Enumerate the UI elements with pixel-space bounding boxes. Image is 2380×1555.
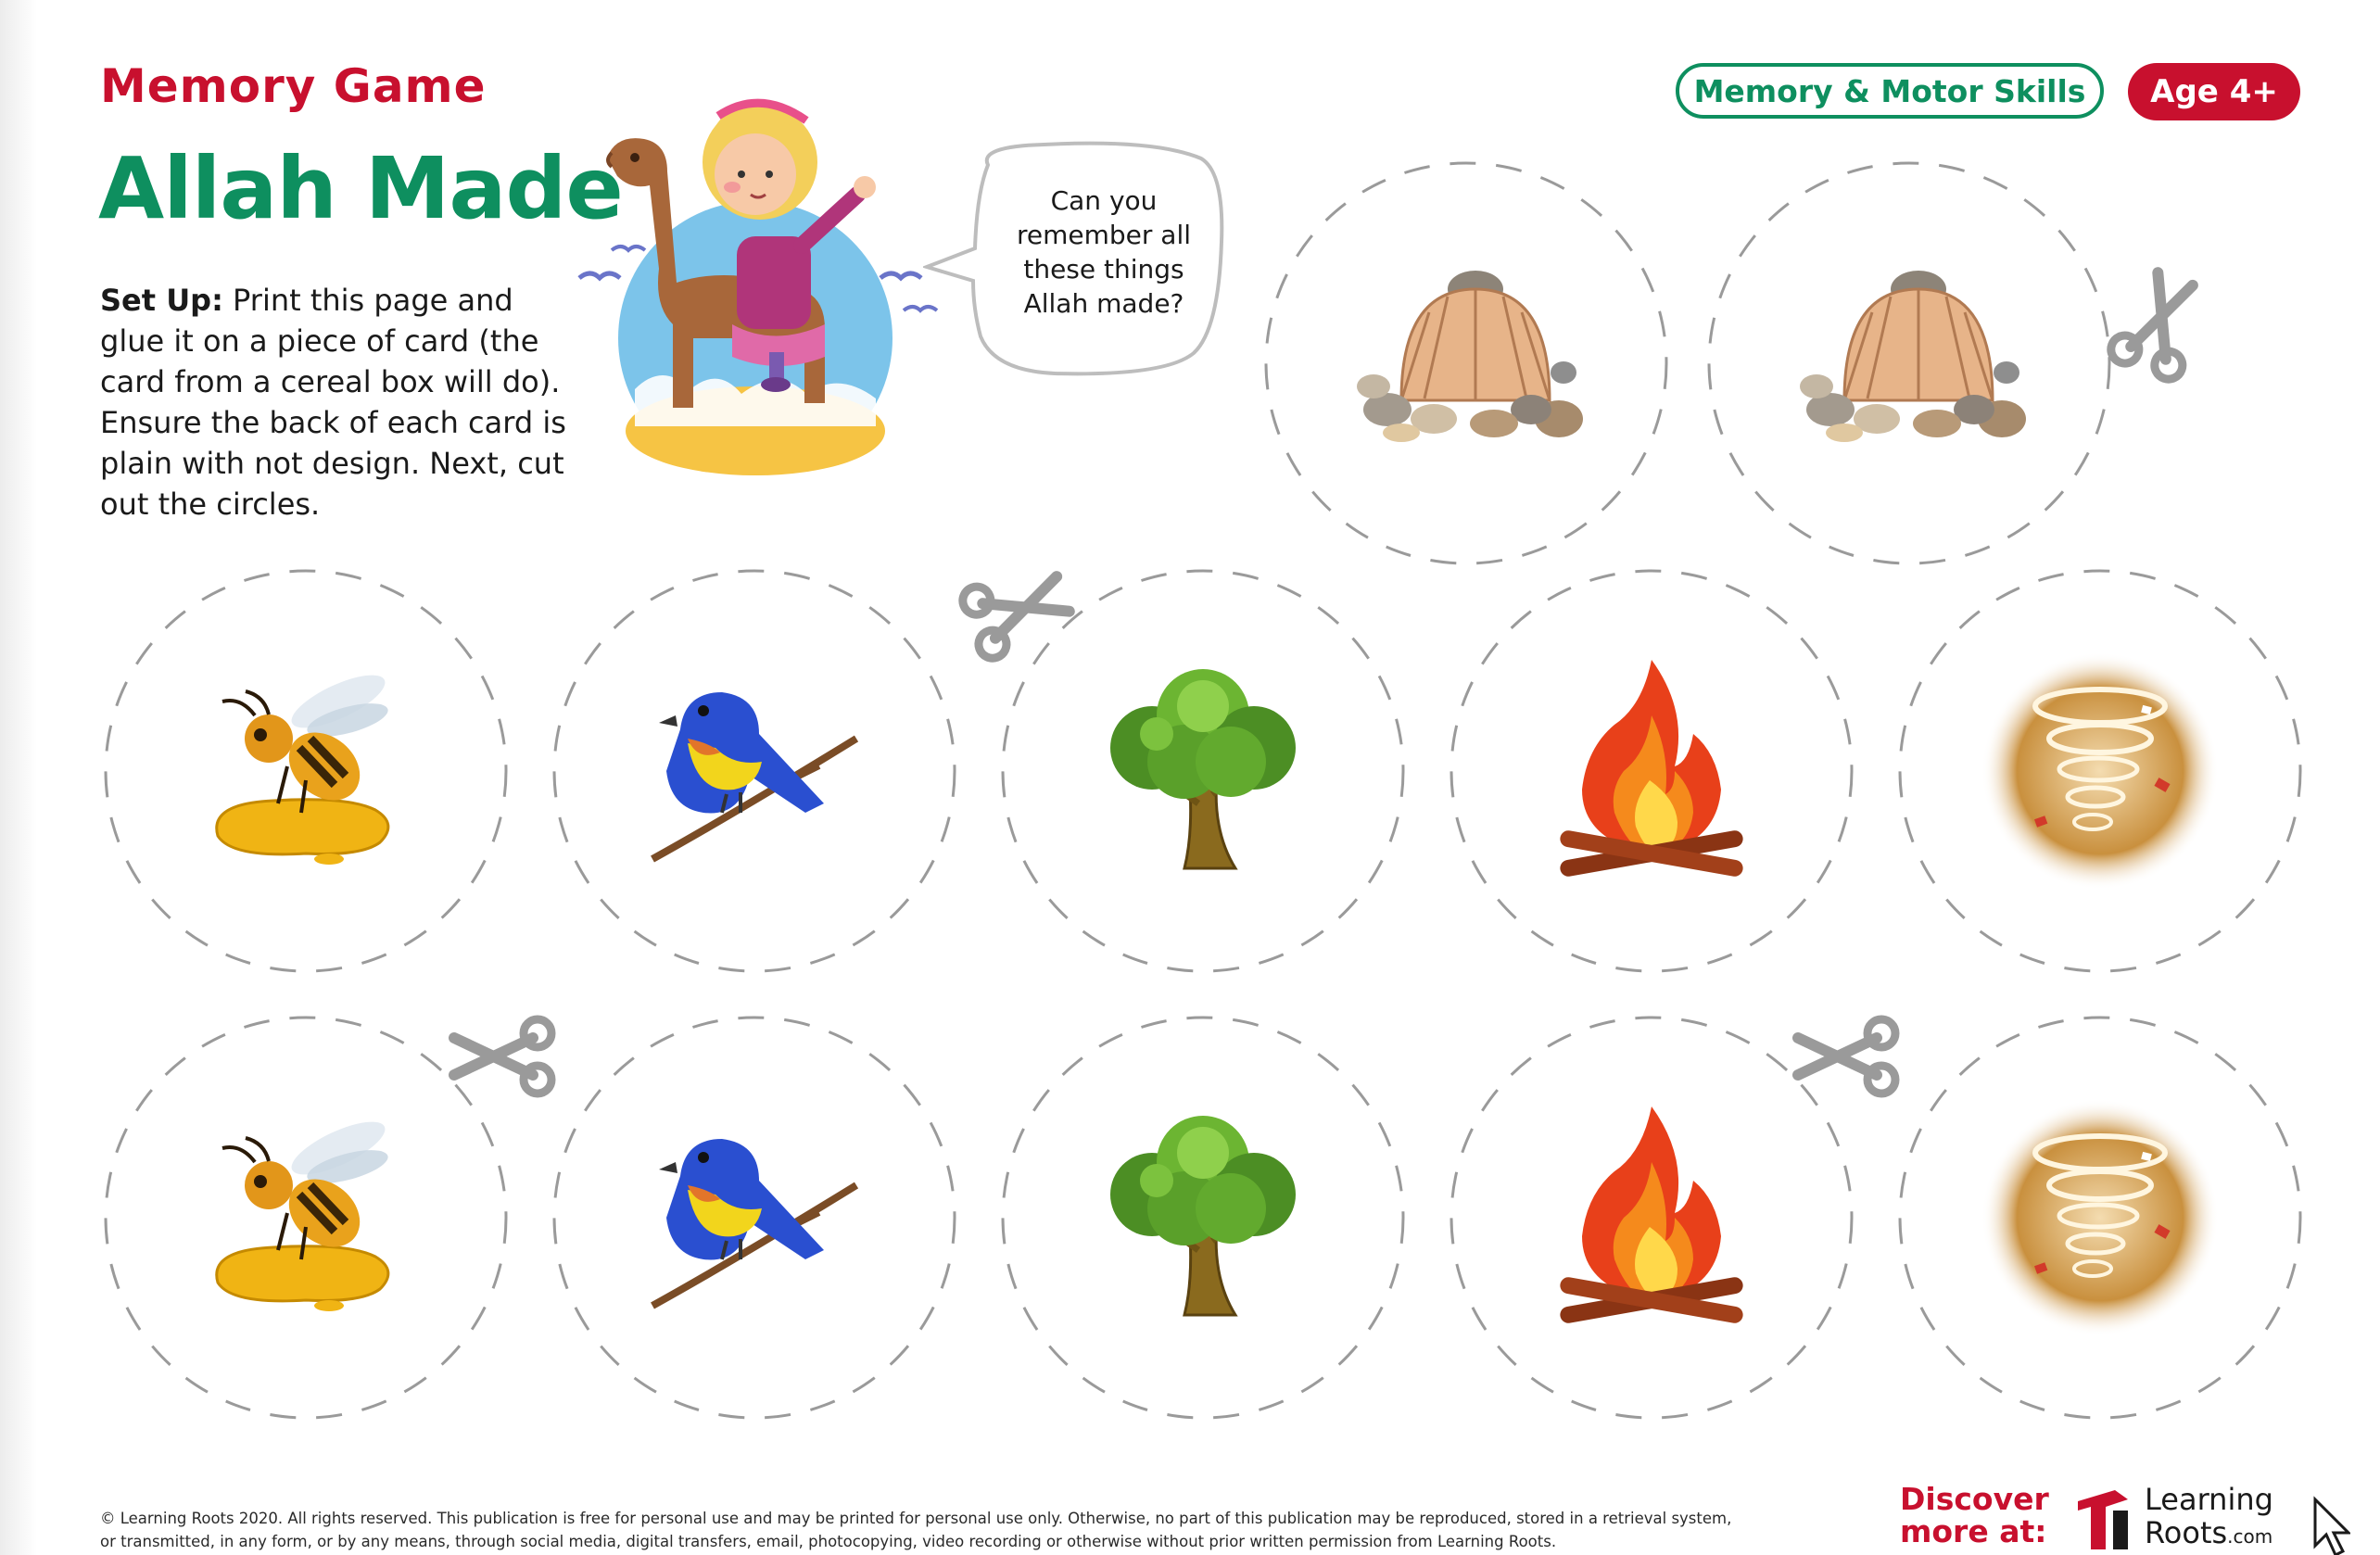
campfire-icon xyxy=(1550,651,1753,891)
speech-bubble-text xyxy=(982,183,1225,321)
seashells-icon xyxy=(1789,261,2030,465)
age-tag: Age 4+ xyxy=(2128,63,2300,120)
campfire-icon xyxy=(1550,1097,1753,1338)
page-edge-shadow xyxy=(0,0,37,1555)
setup-text: Print this page and glue it on a piece of card (the card from a cereal box will do). Ensure the back of each card is plain with not design. Next, cut out the circles. xyxy=(100,283,566,522)
memory-card xyxy=(1262,159,1670,567)
logo-line: Learning xyxy=(2145,1482,2273,1517)
speech-line: Can you xyxy=(1050,185,1158,216)
scissors-icon xyxy=(2096,255,2222,391)
speech-line: these things xyxy=(1023,254,1184,284)
memory-card xyxy=(102,567,510,975)
copyright-line: © Learning Roots 2020. All rights reserved. This publication is free for personal use and may be printed for personal use only. Otherwise, no part of this publication may be reproduced, stored in a retrieval system, xyxy=(100,1510,1732,1527)
logo-roots: Roots xyxy=(2145,1515,2228,1550)
scissors-icon xyxy=(1789,1010,1900,1103)
seashells-icon xyxy=(1346,261,1587,465)
memory-card xyxy=(999,1014,1407,1422)
memory-card xyxy=(551,1014,958,1422)
scissors-icon xyxy=(445,1010,556,1103)
bee-honey-icon xyxy=(199,664,412,878)
setup-label: Set Up: xyxy=(100,283,223,318)
bird-icon xyxy=(643,1120,866,1315)
speech-line: remember all xyxy=(1016,220,1192,250)
setup-instructions xyxy=(100,280,573,525)
discover-more-label xyxy=(1900,1483,2048,1548)
speech-line: Allah made? xyxy=(1023,288,1184,319)
logo-line xyxy=(2145,1516,2273,1553)
bird-icon xyxy=(643,674,866,868)
tree-icon xyxy=(1096,664,1310,878)
skills-tag: Memory & Motor Skills xyxy=(1676,63,2104,119)
tornado-icon xyxy=(1980,1097,2221,1338)
logo-suffix: .com xyxy=(2227,1525,2273,1548)
copyright-line: or transmitted, in any form, or by any means, through social media, digital transfers, email, photocopying, video recording or otherwise without prior written permission from Learning Roots. xyxy=(100,1533,1557,1550)
memory-card xyxy=(1705,159,2113,567)
discover-line: more at: xyxy=(1900,1513,2047,1549)
bee-honey-icon xyxy=(199,1111,412,1324)
memory-card xyxy=(1448,567,1855,975)
tree-icon xyxy=(1096,1111,1310,1324)
memory-card xyxy=(1896,567,2304,975)
game-label: Memory Game xyxy=(100,59,487,113)
tornado-icon xyxy=(1980,651,2221,891)
memory-card xyxy=(551,567,958,975)
memory-card xyxy=(1896,1014,2304,1422)
logo-wordmark xyxy=(2145,1483,2273,1553)
discover-line: Discover xyxy=(1900,1481,2049,1517)
page-title: Allah Made xyxy=(98,139,623,238)
copyright-notice xyxy=(100,1507,1796,1553)
girl-on-camel-illustration xyxy=(570,65,945,487)
